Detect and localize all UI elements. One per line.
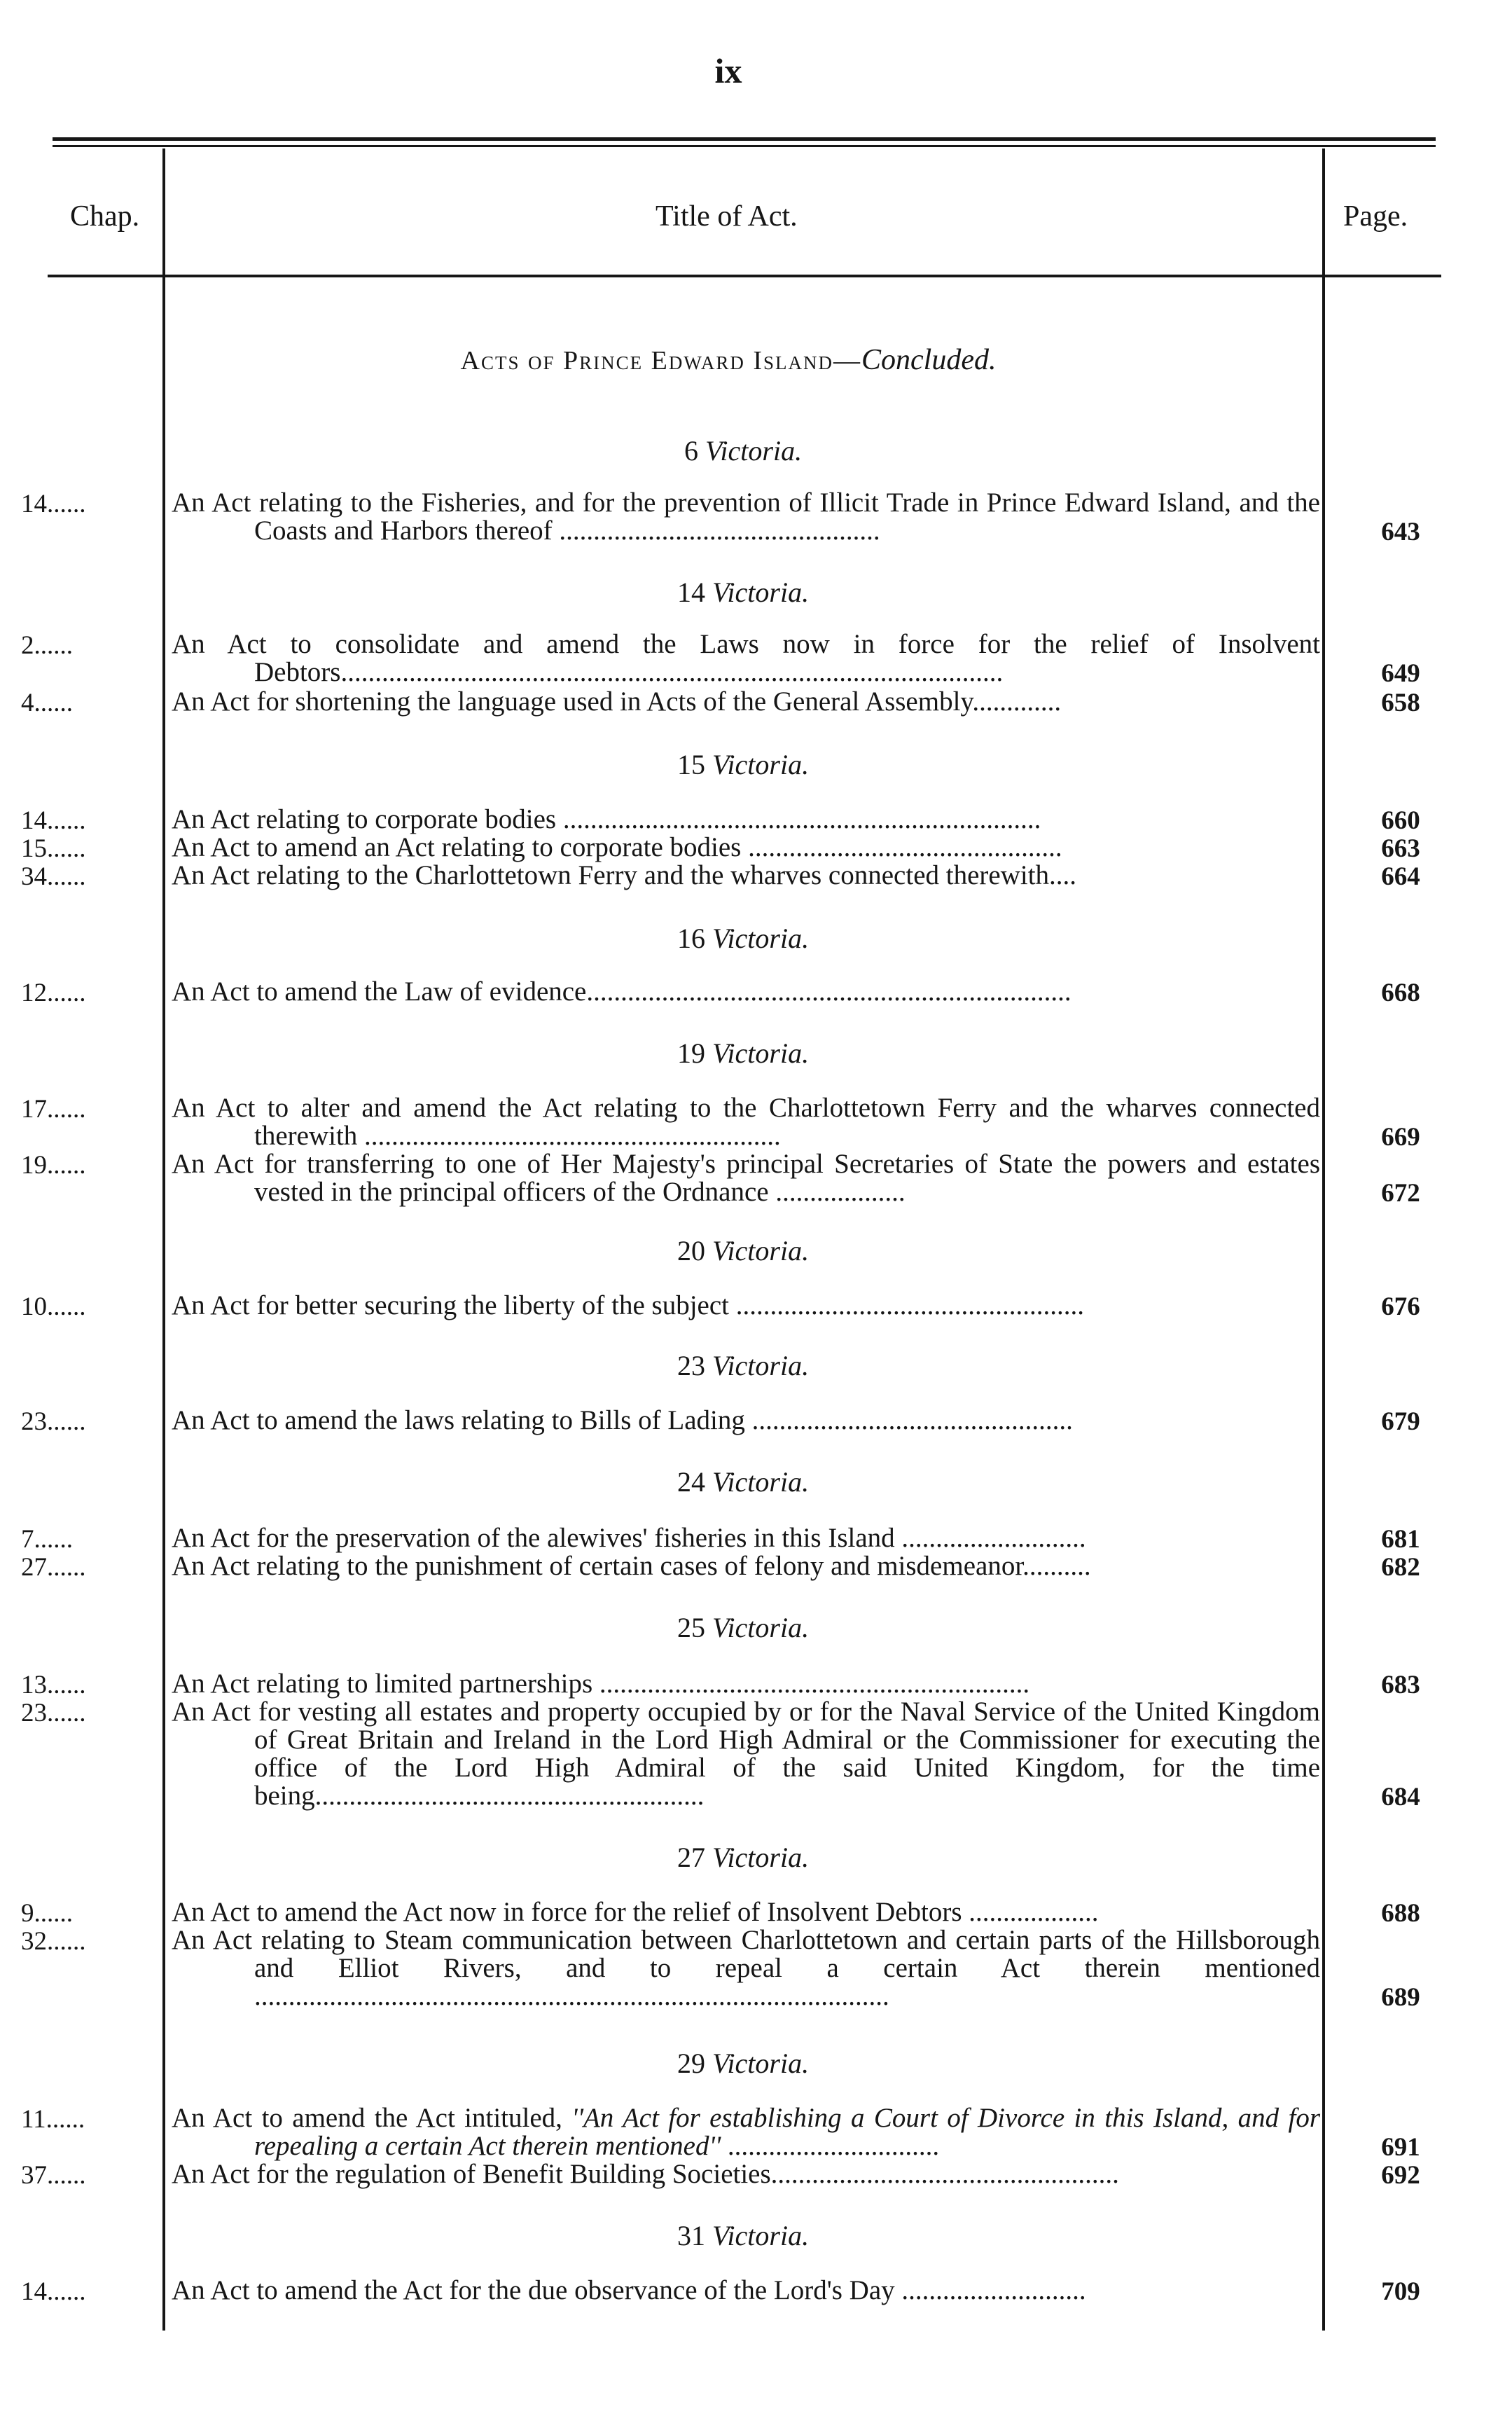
chapter-number: 4...... — [21, 689, 73, 717]
chapter-number: 11...... — [21, 2105, 85, 2134]
page-ref: 664 — [1381, 862, 1420, 891]
act-title: An Act relating to the Fisheries, and for the prevention of Illicit Trade in Prince Edward Island, and the Coasts and Harbors thereof ............................................... — [172, 488, 1320, 546]
column-header-page: Page. — [1343, 200, 1408, 233]
act-title: An Act relating to limited partnerships ............................................................... — [172, 1669, 1030, 1699]
regnal-year-heading: 6 Victoria. — [684, 435, 803, 467]
chapter-number: 12...... — [21, 979, 86, 1007]
act-title: An Act for transferring to one of Her Majesty's principal Secretaries of State the powers and estates vested in the principal officers of the Ordnance ................... — [172, 1149, 1320, 1207]
act-title: An Act for better securing the liberty of the subject ................................................... — [172, 1290, 1084, 1320]
regnal-year-heading: 15 Victoria. — [677, 749, 810, 780]
column-header-title: Title of Act. — [656, 200, 798, 233]
page-ref: 682 — [1381, 1553, 1420, 1582]
header-rule — [48, 275, 1441, 277]
act-title: An Act to alter and amend the Act relating to the Charlottetown Ferry and the wharves connected therewith ............................................................. — [172, 1093, 1320, 1151]
chapter-number: 17...... — [21, 1095, 86, 1124]
regnal-year-heading: 20 Victoria. — [677, 1235, 810, 1266]
regnal-year-heading: 16 Victoria. — [677, 923, 810, 954]
page-number: ix — [714, 51, 742, 90]
page-ref: 681 — [1381, 1525, 1420, 1554]
top-rule-2 — [53, 145, 1436, 147]
column-header-chap: Chap. — [70, 200, 140, 233]
regnal-year-heading: 31 Victoria. — [677, 2220, 810, 2251]
act-title: An Act relating to Steam communication between Charlottetown and certain parts of the Hillsborough and Elliot Rivers, and to repeal a certain Act therein mentioned ............................................................................................. — [172, 1925, 1320, 2011]
page-ref: 643 — [1381, 518, 1420, 546]
chapter-number: 9...... — [21, 1899, 73, 1928]
regnal-year-heading: 19 Victoria. — [677, 1037, 810, 1069]
act-title: An Act for shortening the language used in Acts of the General Assembly............. — [172, 686, 1062, 717]
page-ref: 669 — [1381, 1123, 1420, 1152]
regnal-year-heading: 14 Victoria. — [677, 577, 810, 608]
act-title: An Act relating to the punishment of certain cases of felony and misdemeanor.......... — [172, 1551, 1091, 1581]
page-ref: 660 — [1381, 806, 1420, 835]
page-ref: 658 — [1381, 689, 1420, 717]
act-title: An Act to amend the Act now in force for the relief of Insolvent Debtors ................... — [172, 1897, 1099, 1927]
chapter-number: 19...... — [21, 1151, 86, 1180]
act-title: An Act for vesting all estates and property occupied by or for the Naval Service of the United Kingdom of Great Britain and Ireland in the Lord High Admiral or the Commissioner for executing the office of the Lord High Admiral of the said United Kingdom, for the time being......................................................... — [172, 1697, 1320, 1811]
act-title: An Act to amend an Act relating to corporate bodies .............................................. — [172, 832, 1062, 862]
act-title: An Act to consolidate and amend the Laws now in force for the relief of Insolvent Debtors................................................................................................. — [172, 629, 1320, 687]
chapter-number: 15...... — [21, 834, 86, 863]
chapter-number: 14...... — [21, 490, 86, 518]
section-header-main: Acts of Prince Edward Island— — [460, 346, 861, 375]
page-ref: 709 — [1381, 2277, 1420, 2306]
chapter-number: 23...... — [21, 1407, 86, 1436]
chapter-number: 32...... — [21, 1927, 86, 1956]
chapter-number: 10...... — [21, 1292, 86, 1321]
chapter-number: 14...... — [21, 2277, 86, 2306]
page-ref: 672 — [1381, 1179, 1420, 1208]
chapter-number: 2...... — [21, 631, 73, 660]
page-ref: 679 — [1381, 1407, 1420, 1436]
chapter-number: 23...... — [21, 1699, 86, 1727]
act-title: An Act for the regulation of Benefit Building Societies................................................... — [172, 2159, 1119, 2189]
regnal-year-heading: 25 Victoria. — [677, 1612, 810, 1643]
page-ref: 689 — [1381, 1983, 1420, 2012]
column-divider-right — [1322, 149, 1325, 2331]
top-rule-1 — [53, 137, 1436, 141]
chapter-number: 34...... — [21, 862, 86, 891]
act-title: An Act relating to the Charlottetown Ferry and the wharves connected therewith.... — [172, 860, 1077, 890]
page-ref: 684 — [1381, 1783, 1420, 1811]
page-ref: 683 — [1381, 1671, 1420, 1699]
act-title: An Act to amend the laws relating to Bills of Lading ............................................... — [172, 1405, 1073, 1435]
regnal-year-heading: 27 Victoria. — [677, 1842, 810, 1873]
act-title: An Act to amend the Act intituled, ''An Act for establishing a Court of Divorce in this Island, and for repealing a certain Act therein mentioned'' ............................... — [172, 2103, 1320, 2161]
page-ref: 668 — [1381, 979, 1420, 1007]
page-ref: 692 — [1381, 2161, 1420, 2190]
page-ref: 691 — [1381, 2133, 1420, 2162]
section-header-continued: Concluded. — [861, 344, 997, 376]
regnal-year-heading: 29 Victoria. — [677, 2048, 810, 2079]
act-title: An Act to amend the Act for the due observance of the Lord's Day ........................... — [172, 2275, 1086, 2305]
chapter-number: 13...... — [21, 1671, 86, 1699]
section-header — [0, 343, 1457, 377]
chapter-number: 37...... — [21, 2161, 86, 2190]
page-ref: 663 — [1381, 834, 1420, 863]
page-ref: 688 — [1381, 1899, 1420, 1928]
regnal-year-heading: 24 Victoria. — [677, 1466, 810, 1498]
regnal-year-heading: 23 Victoria. — [677, 1350, 810, 1381]
act-title: An Act for the preservation of the alewives' fisheries in this Island ........................... — [172, 1523, 1086, 1553]
chapter-number: 7...... — [21, 1525, 73, 1554]
act-title: An Act relating to corporate bodies ...................................................................... — [172, 804, 1041, 834]
page-ref: 649 — [1381, 659, 1420, 688]
page-ref: 676 — [1381, 1292, 1420, 1321]
act-title: An Act to amend the Law of evidence....................................................................... — [172, 976, 1071, 1007]
chapter-number: 14...... — [21, 806, 86, 835]
chapter-number: 27...... — [21, 1553, 86, 1582]
